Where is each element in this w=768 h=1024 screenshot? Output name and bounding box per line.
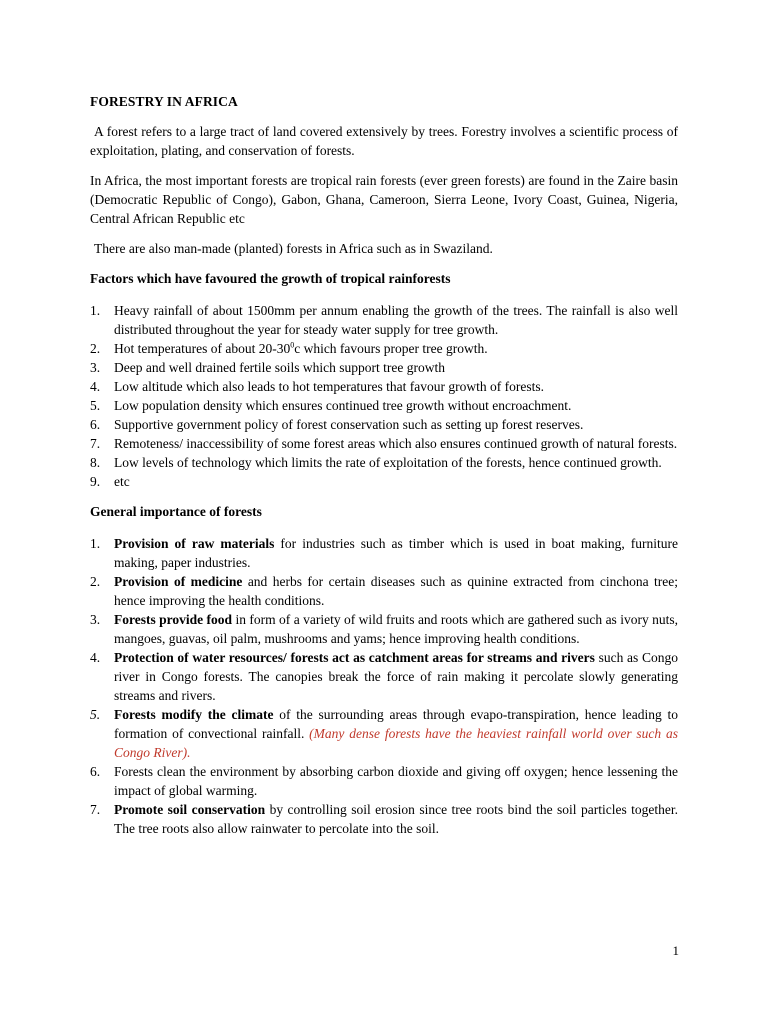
list-item: 7. Remoteness/ inaccessibility of some forest areas which also ensures continued growth of natural forests. [90,436,678,451]
list-item: 7. Promote soil conservation by controlling soil erosion since tree roots bind the soil particles together. The tree roots also allow rainwater to percolate into the soil. [90,802,678,836]
list-item: 8. Low levels of technology which limits the rate of exploitation of the forests, hence continued growth. [90,455,662,470]
manmade-forests-paragraph: There are also man-made (planted) forests in Africa such as in Swaziland. [94,241,493,256]
rainfall-note: (Many dense forests have the heaviest rainfall world over such as Congo River). [114,726,678,760]
list-item: 2. Hot temperatures of about $20-30^0c$ which favours proper tree growth. [90,340,488,356]
factors-heading: Factors which have favoured the growth of tropical rainforests [90,271,451,286]
factors-list [90,301,678,491]
page-number: 1 [672,943,679,958]
document-page [90,92,678,849]
list-item: 6. Forests clean the environment by absorbing carbon dioxide and giving off oxygen; hence lessening the impact of global warming. [90,764,678,798]
list-item: 6. Supportive government policy of forest conservation such as setting up forest reserves. [90,417,584,432]
africa-forests-paragraph: In Africa, the most important forests are tropical rain forests (ever green forests) are found in the Zaire basin (Democratic Republic of Congo), Gabon, Ghana, Cameroon, Sierra Leone, Ivory Coast, Guinea, Nigeria, Central African Republic etc [90,173,678,226]
list-item: 5. Forests modify the climate of the surrounding areas through evapo-transpiration, hence leading to formation of convectional rainfall. (Many dense forests have the heaviest rainfall world over such as Congo River). [90,707,678,760]
intro-paragraph: A forest refers to a large tract of land covered extensively by trees. Forestry involves a scientific process of exploitation, plating, and conservation of forests. [90,124,678,158]
list-item: 2. Provision of medicine and herbs for certain diseases such as quinine extracted from cinchona tree; hence improving the health conditions. [90,574,678,608]
importance-heading: General importance of forests [90,504,262,519]
list-item: 1. Heavy rainfall of about 1500mm per annum enabling the growth of the trees. The rainfall is also well distributed throughout the year for steady water supply for tree growth. [90,303,678,337]
page-title: FORESTRY IN AFRICA [90,94,238,109]
list-item: 3. Forests provide food in form of a variety of wild fruits and roots which are gathered such as ivory nuts, mangoes, guavas, oil palm, mushrooms and yams; hence improving health conditions. [90,612,679,646]
list-item: 5. Low population density which ensures continued tree growth without encroachment. [90,398,572,413]
importance-list [90,534,678,838]
list-item: 3. Deep and well drained fertile soils which support tree growth [90,360,446,375]
list-item: 4. Protection of water resources/ forests act as catchment areas for streams and rivers such as Congo river in Congo forests. The canopies break the force of rain making it percolate slowly generating streams and rivers. [90,650,678,703]
list-item: 1. Provision of raw materials for industries such as timber which is used in boat making, furniture making, paper industries. [90,536,678,570]
list-item: 9. etc [90,474,130,489]
list-item: 4. Low altitude which also leads to hot temperatures that favour growth of forests. [90,379,545,394]
